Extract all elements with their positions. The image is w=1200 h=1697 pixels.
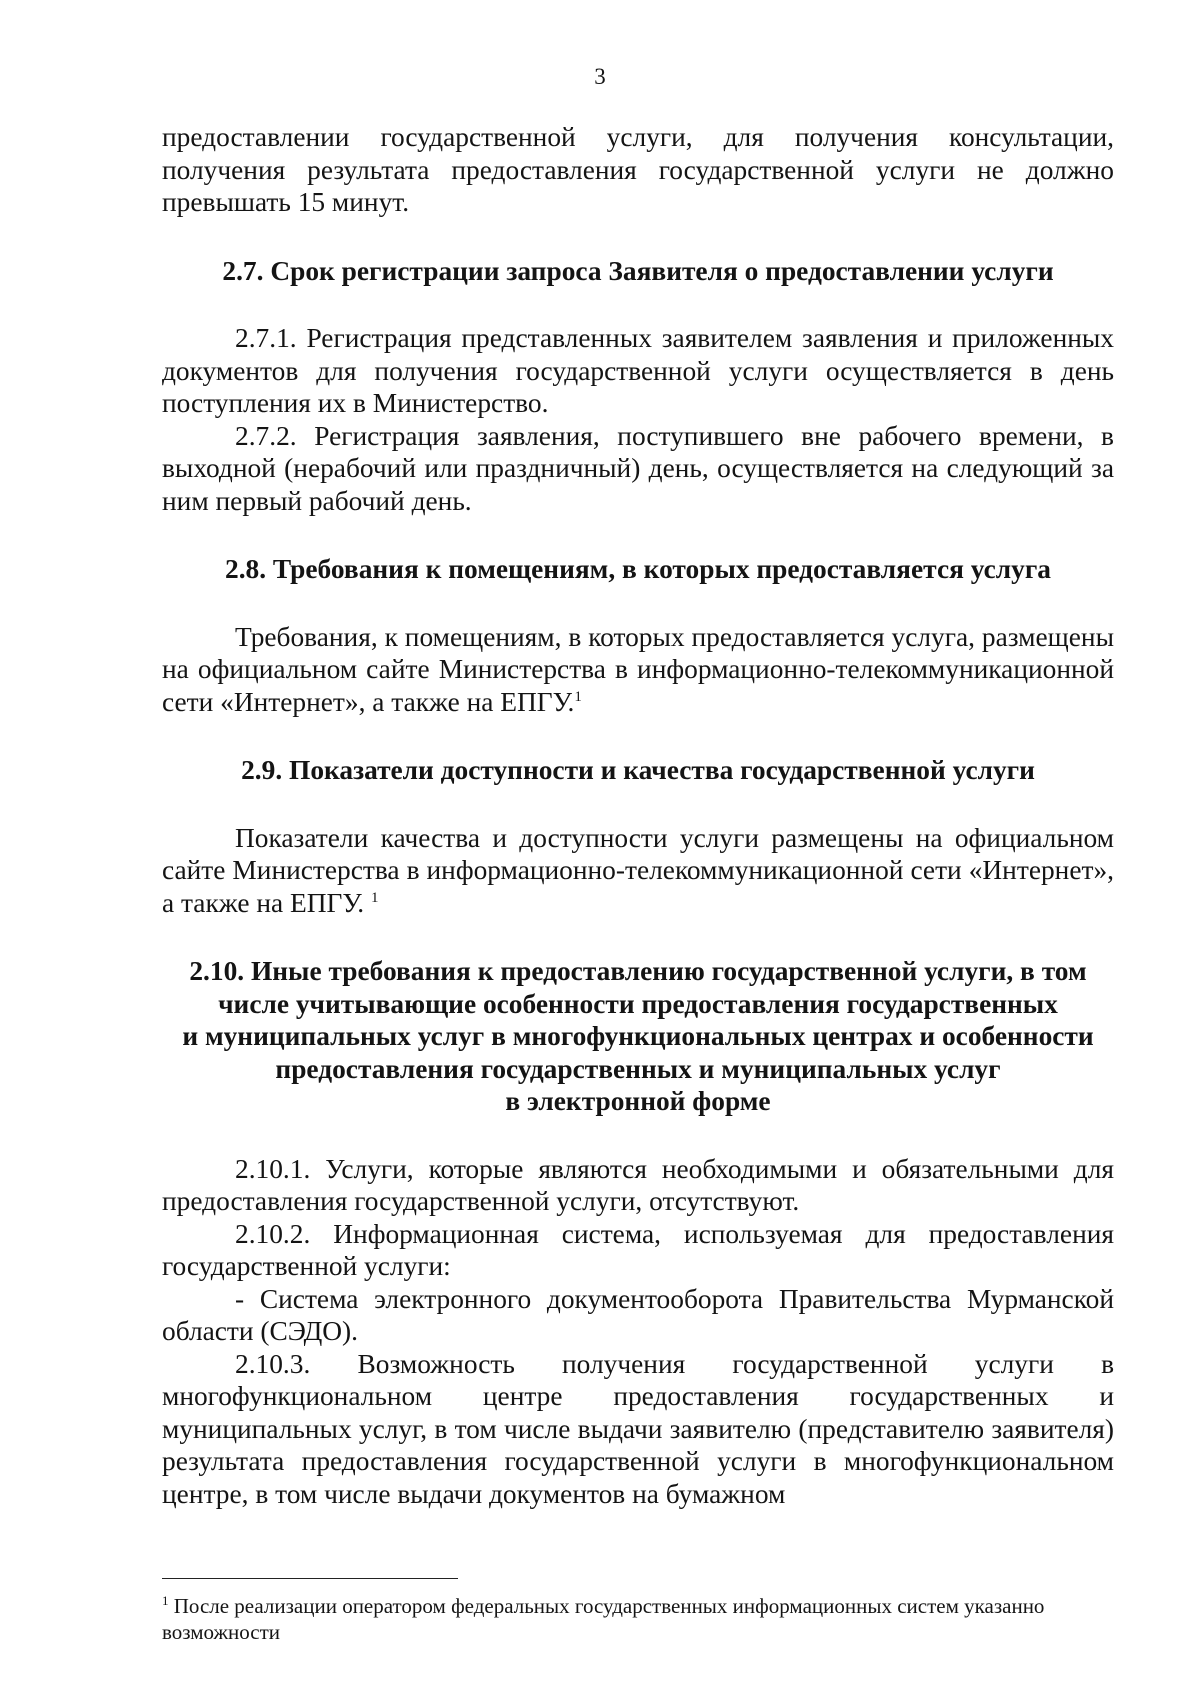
paragraph-2-8-text: Требования, к помещениям, в которых предоставляется услуга, размещены на официальном сайте Министерства в информационно-телекоммуникационной сети «Интернет», а также на ЕПГУ.: [162, 621, 1114, 717]
footnote-separator: [162, 1578, 458, 1579]
paragraph-2-9-text: Показатели качества и доступности услуги размещены на официальном сайте Министерства в информационно-телекоммуникационной сети «Интернет», а также на ЕПГУ.: [162, 822, 1114, 918]
footnote-text: После реализации оператором федеральных государственных информационных систем указанно возможности: [162, 1594, 1045, 1644]
paragraph-2-10-3: 2.10.3. Возможность получения государственной услуги в многофункциональном центре предоставления государственных и муниципальных услуг, в том числе выдачи заявителю (представителю заявителя) результата предоставления государственной услуги в многофункциональном центре, в том числе выдачи документов на бумажном: [162, 1348, 1114, 1509]
footnote: [162, 1593, 1114, 1645]
paragraph-2-8: [162, 621, 1114, 719]
paragraph-2-7-1: 2.7.1. Регистрация представленных заявителем заявления и приложенных документов для получения государственной услуги осуществляется в день поступления их в Министерство.: [162, 323, 1114, 418]
heading-2-9: 2.9. Показатели доступности и качества государственной услуги: [241, 755, 1035, 785]
heading-2-8: 2.8. Требования к помещениям, в которых предоставляется услуга: [225, 554, 1051, 584]
heading-2-10-line: в электронной форме: [505, 1086, 771, 1116]
footnote-mark: 1: [162, 1593, 169, 1608]
paragraph-2-7-2: 2.7.2. Регистрация заявления, поступившего вне рабочего времени, в выходной (нерабочий или праздничный) день, осуществляется на следующий за ним первый рабочий день.: [162, 420, 1114, 516]
footnote-reference: 1: [370, 889, 379, 906]
page-number: 3: [594, 64, 606, 89]
footnote-reference: 1: [574, 688, 582, 705]
heading-2-10-line: и муниципальных услуг в многофункциональных центрах и особенности: [182, 1021, 1094, 1051]
heading-2-7: 2.7. Срок регистрации запроса Заявителя о предоставлении услуги: [222, 255, 1054, 286]
paragraph-2-10-2: 2.10.2. Информационная система, используемая для предоставления государственной услуги:: [162, 1218, 1114, 1281]
heading-2-10-line: числе учитывающие особенности предоставления государственных: [218, 988, 1058, 1019]
paragraph-2-10-1: 2.10.1. Услуги, которые являются необходимыми и обязательными для предоставления государственной услуги, отсутствуют.: [162, 1153, 1114, 1216]
heading-2-10-line: предоставления государственных и муниципальных услуг: [275, 1053, 1001, 1084]
paragraph-intro: предоставлении государственной услуги, для получения консультации, получения результата предоставления государственной услуги не должно превышать 15 минут.: [162, 122, 1114, 217]
heading-2-10: [162, 955, 1114, 1118]
paragraph-2-10-2-item: - Система электронного документооборота Правительства Мурманской области (СЭДО).: [162, 1283, 1114, 1346]
heading-2-10-line: 2.10. Иные требования к предоставлению государственной услуги, в том: [189, 956, 1087, 986]
document-body: [162, 121, 1114, 1510]
paragraph-2-9: [162, 822, 1114, 920]
